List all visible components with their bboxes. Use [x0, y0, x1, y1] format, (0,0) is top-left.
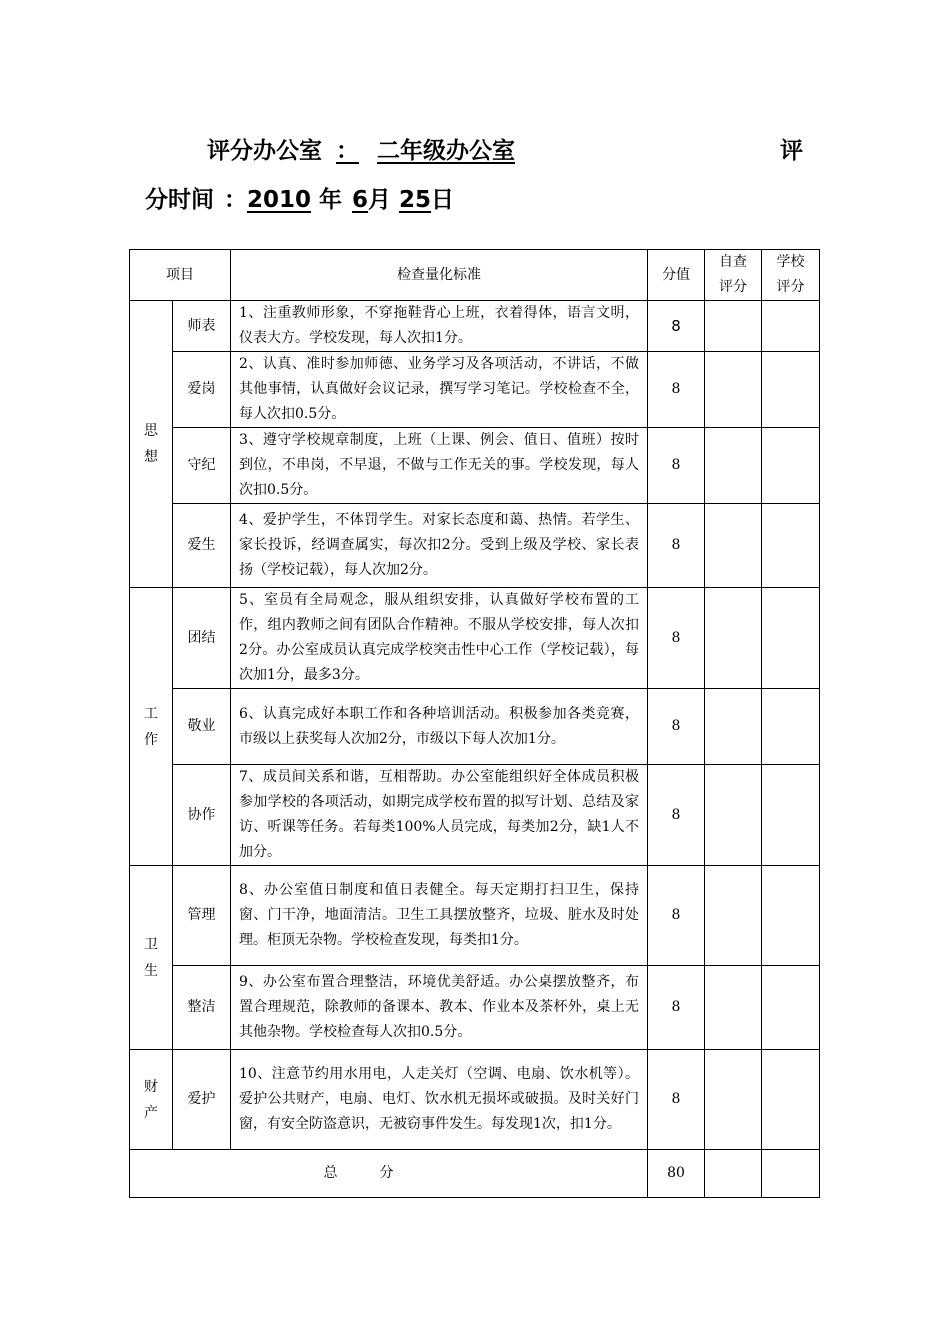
criteria-cell: 2、认真、准时参加师德、业务学习及各项活动，不讲话，不做其他事情，认真做好会议记录，撰写学习笔记。学校检查不全，每人次扣0.5分。	[231, 352, 648, 428]
group-name-char: 作	[144, 731, 158, 748]
header-school-line1: 学校	[776, 254, 805, 270]
group-name-cell	[130, 588, 173, 866]
time-colon: ：	[224, 187, 247, 213]
total-school-score-cell[interactable]	[762, 1150, 820, 1198]
table-row	[130, 352, 820, 428]
month-unit: 月	[368, 187, 392, 213]
self-score-cell[interactable]	[705, 1050, 762, 1150]
sub-item-cell: 敬业	[173, 689, 231, 765]
self-score-cell[interactable]	[705, 588, 762, 689]
school-score-cell[interactable]	[762, 352, 820, 428]
total-label-cell	[130, 1150, 648, 1198]
total-label-char: 分	[379, 1165, 394, 1181]
sub-item-cell: 守纪	[173, 428, 231, 504]
group-name-char: 卫	[144, 936, 158, 953]
school-score-cell[interactable]	[762, 428, 820, 504]
total-row	[130, 1150, 820, 1198]
criteria-cell: 7、成员间关系和谐，互相帮助。办公室能组织好全体成员积极参加学校的各项活动，如期完成学校布置的拟写计划、总结及家访、听课等任务。若每类100%人员完成，每类加2分，缺1人不加分。	[231, 765, 648, 866]
table-row	[130, 765, 820, 866]
time-day	[391, 187, 431, 213]
group-name-char: 产	[144, 1104, 158, 1121]
table-row	[130, 588, 820, 689]
header-item: 项目	[130, 250, 231, 301]
year-value: 2010	[247, 187, 312, 213]
table-row	[130, 966, 820, 1050]
self-score-cell[interactable]	[705, 689, 762, 765]
self-score-cell[interactable]	[705, 352, 762, 428]
self-score-cell[interactable]	[705, 428, 762, 504]
heading-time-line	[145, 185, 454, 215]
table-row	[130, 301, 820, 352]
group-name-char: 生	[144, 962, 158, 979]
header-self-line1: 自查	[719, 254, 747, 270]
heading-office-line	[207, 136, 541, 166]
school-score-cell[interactable]	[762, 1050, 820, 1150]
self-score-cell[interactable]	[705, 866, 762, 966]
sub-item-cell: 师表	[173, 301, 231, 352]
header-school-line2: 评分	[776, 279, 805, 295]
table-row	[130, 504, 820, 588]
sub-item-cell: 整洁	[173, 966, 231, 1050]
total-score-cell: 80	[648, 1150, 705, 1198]
sub-item-cell: 爱岗	[173, 352, 231, 428]
month-value: 6	[352, 187, 369, 213]
score-cell: 8	[648, 1050, 705, 1150]
table-row	[130, 1050, 820, 1150]
group-name-char: 想	[144, 449, 158, 465]
sub-item-cell: 协作	[173, 765, 231, 866]
office-colon: ：	[336, 138, 359, 164]
self-score-cell[interactable]	[705, 301, 762, 352]
table-header-row	[130, 250, 820, 301]
total-self-score-cell[interactable]	[705, 1150, 762, 1198]
sub-item-cell: 团结	[173, 588, 231, 689]
criteria-cell: 1、注重教师形象，不穿拖鞋背心上班，衣着得体，语言文明，仪表大方。学校发现，每人次扣1分。	[231, 301, 648, 352]
score-cell: 8	[648, 504, 705, 588]
time-month	[342, 187, 368, 213]
sub-item-cell: 爱生	[173, 504, 231, 588]
office-value: 二年级办公室	[377, 138, 515, 164]
score-cell: 8	[648, 765, 705, 866]
heading-ping-char: 评	[780, 138, 803, 164]
score-cell: 8	[648, 966, 705, 1050]
header-score: 分值	[648, 250, 705, 301]
total-label-char: 总	[323, 1165, 338, 1181]
score-cell: 8	[648, 689, 705, 765]
school-score-cell[interactable]	[762, 866, 820, 966]
header-self-score	[705, 250, 762, 301]
group-name-char: 思	[144, 423, 158, 439]
self-score-cell[interactable]	[705, 504, 762, 588]
criteria-cell: 3、遵守学校规章制度，上班（上课、例会、值日、值班）按时到位，不串岗，不早退，不做与工作无关的事。学校发现，每人次扣0.5分。	[231, 428, 648, 504]
group-name-char: 工	[144, 705, 158, 722]
school-score-cell[interactable]	[762, 588, 820, 689]
score-cell: 8	[648, 428, 705, 504]
group-name-cell	[130, 1050, 173, 1150]
self-score-cell[interactable]	[705, 966, 762, 1050]
score-cell: 8	[648, 301, 705, 352]
table-row	[130, 689, 820, 765]
header-self-line2: 评分	[719, 279, 747, 295]
table-row	[130, 428, 820, 504]
school-score-cell[interactable]	[762, 966, 820, 1050]
group-name-char: 财	[144, 1078, 158, 1095]
sub-item-cell: 爱护	[173, 1050, 231, 1150]
office-colon-underline	[322, 138, 541, 164]
day-value: 25	[399, 187, 432, 213]
criteria-cell: 9、办公室布置合理整洁，环境优美舒适。办公桌摆放整齐，布置合理规范，除教师的备课本、教本、作业本及茶杯外，桌上无其他杂物。学校检查每人次扣0.5分。	[231, 966, 648, 1050]
school-score-cell[interactable]	[762, 689, 820, 765]
header-criteria: 检查量化标准	[231, 250, 648, 301]
office-label: 评分办公室	[207, 138, 322, 164]
header-school-score	[762, 250, 820, 301]
year-unit: 年	[319, 187, 343, 213]
school-score-cell[interactable]	[762, 301, 820, 352]
criteria-cell: 10、注意节约用水用电，人走关灯（空调、电扇、饮水机等）。爱护公共财产，电扇、电灯、饮水机无损坏或破损。及时关好门窗，有安全防盗意识，无被窃事件发生。每发现1次，扣1分。	[231, 1050, 648, 1150]
score-cell: 8	[648, 352, 705, 428]
criteria-cell: 6、认真完成好本职工作和各种培训活动。积极参加各类竞赛，市级以上获奖每人次加2分，市级以下每人次加1分。	[231, 689, 648, 765]
time-year	[247, 187, 319, 213]
score-cell: 8	[648, 588, 705, 689]
criteria-cell: 8、办公室值日制度和值日表健全。每天定期打扫卫生，保持窗、门干净，地面清洁。卫生工具摆放整齐，垃圾、脏水及时处理。柜顶无杂物。学校检查发现，每类扣1分。	[231, 866, 648, 966]
self-score-cell[interactable]	[705, 765, 762, 866]
group-name-cell	[130, 301, 173, 588]
school-score-cell[interactable]	[762, 504, 820, 588]
group-name-cell	[130, 866, 173, 1050]
table-row	[130, 866, 820, 966]
day-unit: 日	[431, 187, 455, 213]
time-label: 分时间	[145, 187, 214, 213]
score-cell: 8	[648, 866, 705, 966]
scoring-table	[129, 249, 820, 1198]
criteria-cell: 5、室员有全局观念，服从组织安排，认真做好学校布置的工作，组内教师之间有团队合作精神。不服从学校安排，每人次扣2分。办公室成员认真完成学校突击性中心工作（学校记载），每次加1分，最多3分。	[231, 588, 648, 689]
school-score-cell[interactable]	[762, 765, 820, 866]
criteria-cell: 4、爱护学生，不体罚学生。对家长态度和蔼、热情。若学生、家长投诉，经调查属实，每次扣2分。受到上级及学校、家长表扬（学校记载），每人次加2分。	[231, 504, 648, 588]
sub-item-cell: 管理	[173, 866, 231, 966]
